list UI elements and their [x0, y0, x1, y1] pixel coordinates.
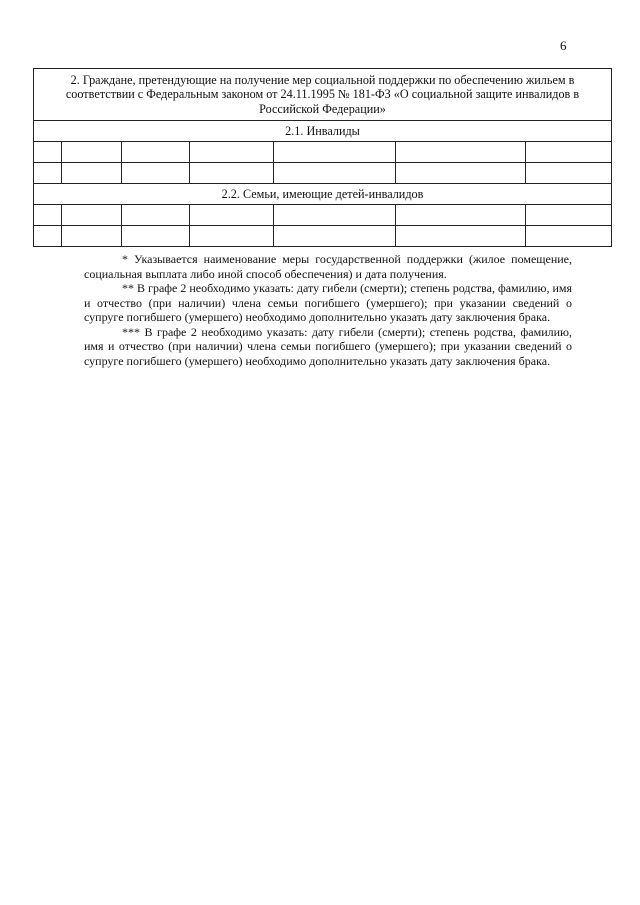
table-cell[interactable] [122, 205, 190, 226]
subsection-families-with-disabled-children: 2.2. Семьи, имеющие детей-инвалидов [34, 184, 612, 205]
table-cell[interactable] [274, 163, 396, 184]
subsection-disabled-persons: 2.1. Инвалиды [34, 121, 612, 142]
table-cell[interactable] [34, 163, 62, 184]
table-cell[interactable] [62, 226, 122, 247]
table-cell[interactable] [190, 163, 274, 184]
table-subsection-row [34, 184, 612, 205]
table-subsection-row [34, 121, 612, 142]
section-title: 2. Граждане, претендующие на получение мер социальной поддержки по обеспечению жильем в соответствии с Федеральным законом от 24.11.1995 № 181-ФЗ «О социальной защите инвалидов в Российской Федерации» [34, 69, 612, 121]
table-cell[interactable] [526, 205, 612, 226]
table-cell[interactable] [396, 226, 526, 247]
table-cell[interactable] [34, 205, 62, 226]
table-cell[interactable] [526, 142, 612, 163]
table-cell[interactable] [396, 205, 526, 226]
footnote-3: *** В графе 2 необходимо указать: дату гибели (смерти); степень родства, фамилию, имя и отчество (при наличии) члена семьи погибшего (умершего); при указании сведений о супруге погибшего (умершего) необходимо дополнительно указать дату заключения брака. [84, 324, 572, 368]
page-number: 6 [560, 38, 567, 53]
table-cell[interactable] [34, 142, 62, 163]
table-cell[interactable] [122, 163, 190, 184]
measures-table [33, 68, 612, 247]
table-row [34, 205, 612, 226]
table-cell[interactable] [122, 226, 190, 247]
table-cell[interactable] [62, 142, 122, 163]
table-cell[interactable] [396, 142, 526, 163]
table-cell[interactable] [62, 163, 122, 184]
footnote-2: ** В графе 2 необходимо указать: дату гибели (смерти); степень родства, фамилию, имя и отчество (при наличии) члена семьи погибшего (умершего); при указании сведений о супруге погибшего (умершего) необходимо дополнительно указать дату заключения брака. [84, 281, 572, 324]
table-cell[interactable] [190, 205, 274, 226]
table-cell[interactable] [274, 226, 396, 247]
table-cell[interactable] [34, 226, 62, 247]
table-row [34, 163, 612, 184]
table-cell[interactable] [526, 163, 612, 184]
table-cell[interactable] [274, 142, 396, 163]
table-section-header-row [34, 69, 612, 121]
table-cell[interactable] [274, 205, 396, 226]
table-cell[interactable] [190, 226, 274, 247]
table-row [34, 142, 612, 163]
table-row [34, 226, 612, 247]
footnote-1: * Указывается наименование меры государственной поддержки (жилое помещение, социальная выплата либо иной способ обеспечения) и дата получения. [84, 252, 572, 281]
footnotes [84, 252, 572, 368]
table-cell[interactable] [396, 163, 526, 184]
table-cell[interactable] [526, 226, 612, 247]
table-cell[interactable] [190, 142, 274, 163]
table-cell[interactable] [62, 205, 122, 226]
table-cell[interactable] [122, 142, 190, 163]
